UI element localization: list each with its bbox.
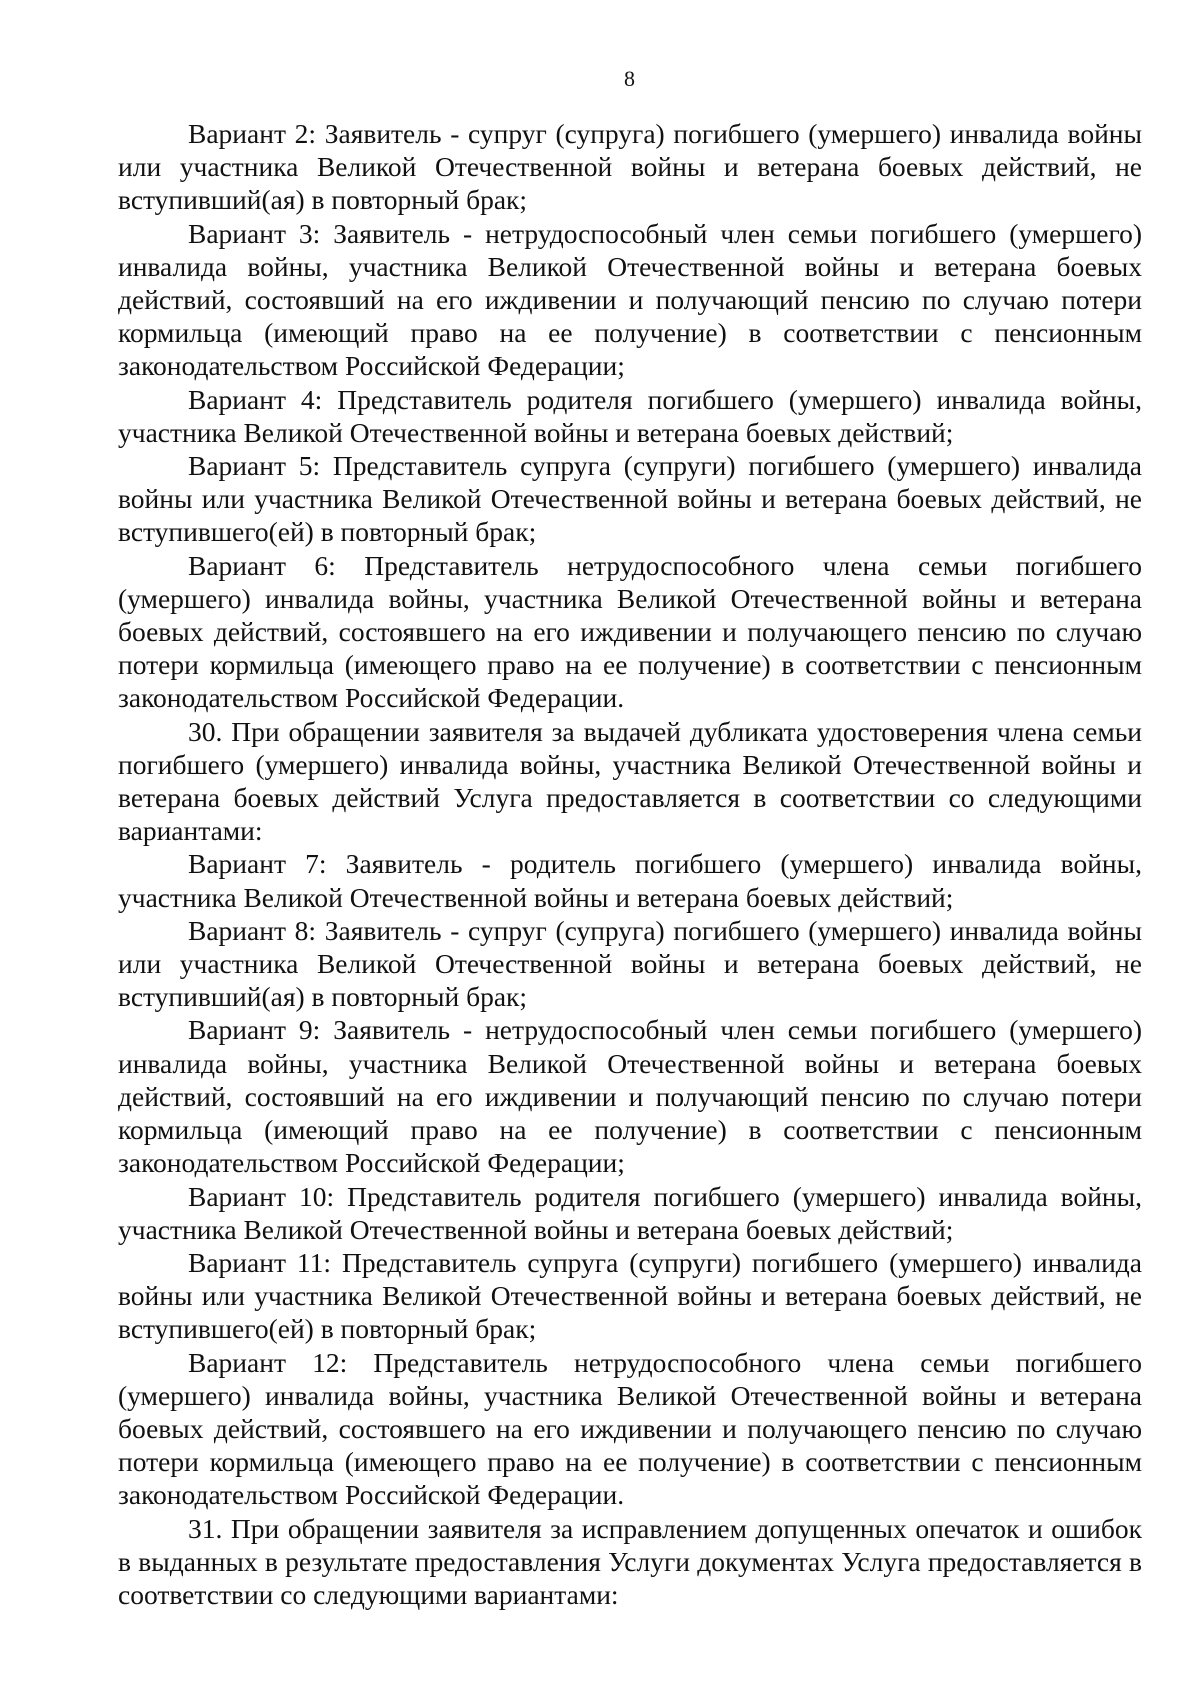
document-body (118, 117, 1142, 1611)
page-number: 8 (624, 66, 635, 91)
paragraph-variant-12: Вариант 12: Представитель нетрудоспособного члена семьи погибшего (умершего) инвалида войны, участника Великой Отечественной войны и ветерана боевых действий, состоявшего на его иждивении и получающего пенсию по случаю потери кормильца (имеющего право на ее получение) в соответствии с пенсионным законодательством Российской Федерации. (118, 1346, 1142, 1511)
paragraph-variant-8: Вариант 8: Заявитель - супруг (супруга) погибшего (умершего) инвалида войны или участника Великой Отечественной войны и ветерана боевых действий, не вступивший(ая) в повторный брак; (118, 914, 1142, 1013)
paragraph-variant-4: Вариант 4: Представитель родителя погибшего (умершего) инвалида войны, участника Великой Отечественной войны и ветерана боевых действий; (118, 383, 1142, 448)
paragraph-variant-10: Вариант 10: Представитель родителя погибшего (умершего) инвалида войны, участника Великой Отечественной войны и ветерана боевых действий; (118, 1180, 1142, 1245)
paragraph-variant-7: Вариант 7: Заявитель - родитель погибшего (умершего) инвалида войны, участника Великой Отечественной войны и ветерана боевых действий; (118, 848, 1142, 913)
paragraph-variant-9: Вариант 9: Заявитель - нетрудоспособный член семьи погибшего (умершего) инвалида войны, участника Великой Отечественной войны и ветерана боевых действий, состоявший на его иждивении и получающий пенсию по случаю потери кормильца (имеющий право на ее получение) в соответствии с пенсионным законодательством Российской Федерации; (118, 1014, 1142, 1179)
paragraph-variant-2: Вариант 2: Заявитель - супруг (супруга) погибшего (умершего) инвалида войны или участника Великой Отечественной войны и ветерана боевых действий, не вступивший(ая) в повторный брак; (118, 118, 1142, 216)
paragraph-variant-6: Вариант 6: Представитель нетрудоспособного члена семьи погибшего (умершего) инвалида войны, участника Великой Отечественной войны и ветерана боевых действий, состоявшего на его иждивении и получающего пенсию по случаю потери кормильца (имеющего право на ее получение) в соответствии с пенсионным законодательством Российской Федерации. (118, 549, 1142, 714)
paragraph-item-30: 30. При обращении заявителя за выдачей дубликата удостоверения члена семьи погибшего (умершего) инвалида войны, участника Великой Отечественной войны и ветерана боевых действий Услуга предоставляется в соответствии со следующими вариантами: (118, 715, 1142, 847)
paragraph-variant-5: Вариант 5: Представитель супруга (супруги) погибшего (умершего) инвалида войны или участника Великой Отечественной войны и ветерана боевых действий, не вступившего(ей) в повторный брак; (118, 450, 1142, 548)
paragraph-variant-3: Вариант 3: Заявитель - нетрудоспособный член семьи погибшего (умершего) инвалида войны, участника Великой Отечественной войны и ветерана боевых действий, состоявший на его иждивении и получающий пенсию по случаю потери кормильца (имеющий право на ее получение) в соответствии с пенсионным законодательством Российской Федерации; (118, 217, 1142, 382)
paragraph-variant-11: Вариант 11: Представитель супруга (супруги) погибшего (умершего) инвалида войны или участника Великой Отечественной войны и ветерана боевых действий, не вступившего(ей) в повторный брак; (118, 1246, 1142, 1345)
paragraph-item-31: 31. При обращении заявителя за исправлением допущенных опечаток и ошибок в выданных в результате предоставления Услуги документах Услуга предоставляется в соответствии со следующими вариантами: (118, 1512, 1142, 1610)
